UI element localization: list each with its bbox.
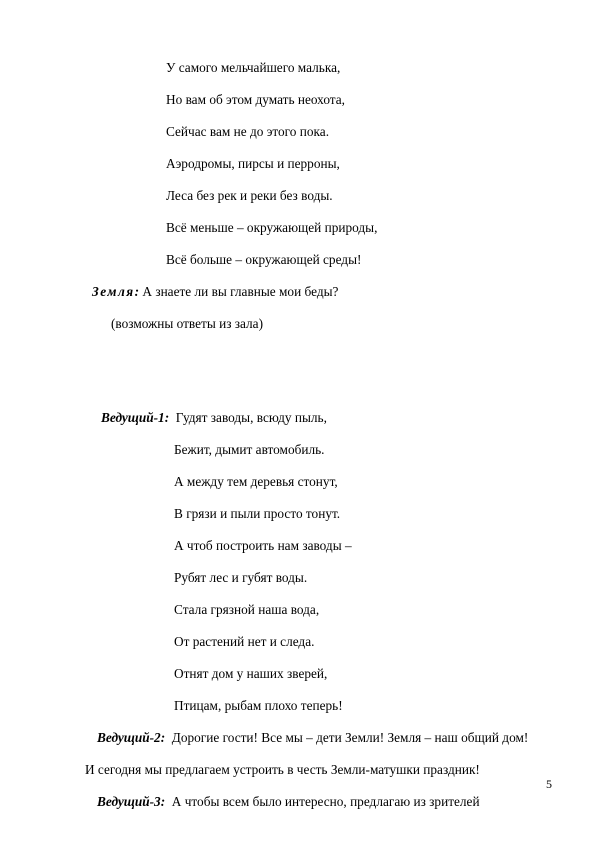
speaker-text: Дорогие гости! Все мы – дети Земли! Земля – наш общий дом! bbox=[171, 730, 529, 745]
poem-line: Птицам, рыбам плохо теперь! bbox=[174, 698, 343, 713]
poem-line: У самого мельчайшего малька, bbox=[166, 60, 341, 75]
page-number: 5 bbox=[546, 777, 552, 791]
poem-line: А между тем деревья стонут, bbox=[174, 474, 338, 489]
speaker-text: А чтобы всем было интересно, предлагаю из зрителей bbox=[171, 794, 480, 809]
poem-line: А чтоб построить нам заводы – bbox=[174, 538, 352, 553]
speaker-label: Ведущий-1: bbox=[101, 410, 170, 425]
speaker-text: Гудят заводы, всюду пыль, bbox=[175, 410, 327, 425]
poem-line: Сейчас вам не до этого пока. bbox=[166, 124, 330, 139]
poem-line: Отнят дом у наших зверей, bbox=[174, 666, 328, 681]
speaker-text: А знаете ли вы главные мои беды? bbox=[139, 284, 339, 299]
paragraph-continuation: И сегодня мы предлагаем устроить в честь Земли-матушки праздник! bbox=[85, 762, 480, 777]
speaker-colon: : bbox=[134, 284, 140, 299]
vedushchiy1-line bbox=[101, 410, 327, 426]
speaker-label: Ведущий-3: bbox=[97, 794, 166, 809]
stage-note: (возможны ответы из зала) bbox=[111, 316, 264, 331]
vedushchiy3-line bbox=[97, 794, 480, 810]
poem-line: Рубят лес и губят воды. bbox=[174, 570, 308, 585]
poem-line: Аэродромы, пирсы и перроны, bbox=[166, 156, 340, 171]
zemlya-line bbox=[92, 284, 338, 300]
poem-line: Всё меньше – окружающей природы, bbox=[166, 220, 378, 235]
speaker-label: Ведущий-2: bbox=[97, 730, 166, 745]
poem-line: Бежит, дымит автомобиль. bbox=[174, 442, 325, 457]
speaker-label: Земля bbox=[92, 284, 135, 299]
poem-line: Всё больше – окружающей среды! bbox=[166, 252, 362, 267]
vedushchiy2-line bbox=[97, 730, 528, 746]
poem-line: Но вам об этом думать неохота, bbox=[166, 92, 346, 107]
poem-line: В грязи и пыли просто тонут. bbox=[174, 506, 341, 521]
poem-line: Стала грязной наша вода, bbox=[174, 602, 320, 617]
poem-line: Леса без рек и реки без воды. bbox=[166, 188, 333, 203]
poem-line: От растений нет и следа. bbox=[174, 634, 315, 649]
